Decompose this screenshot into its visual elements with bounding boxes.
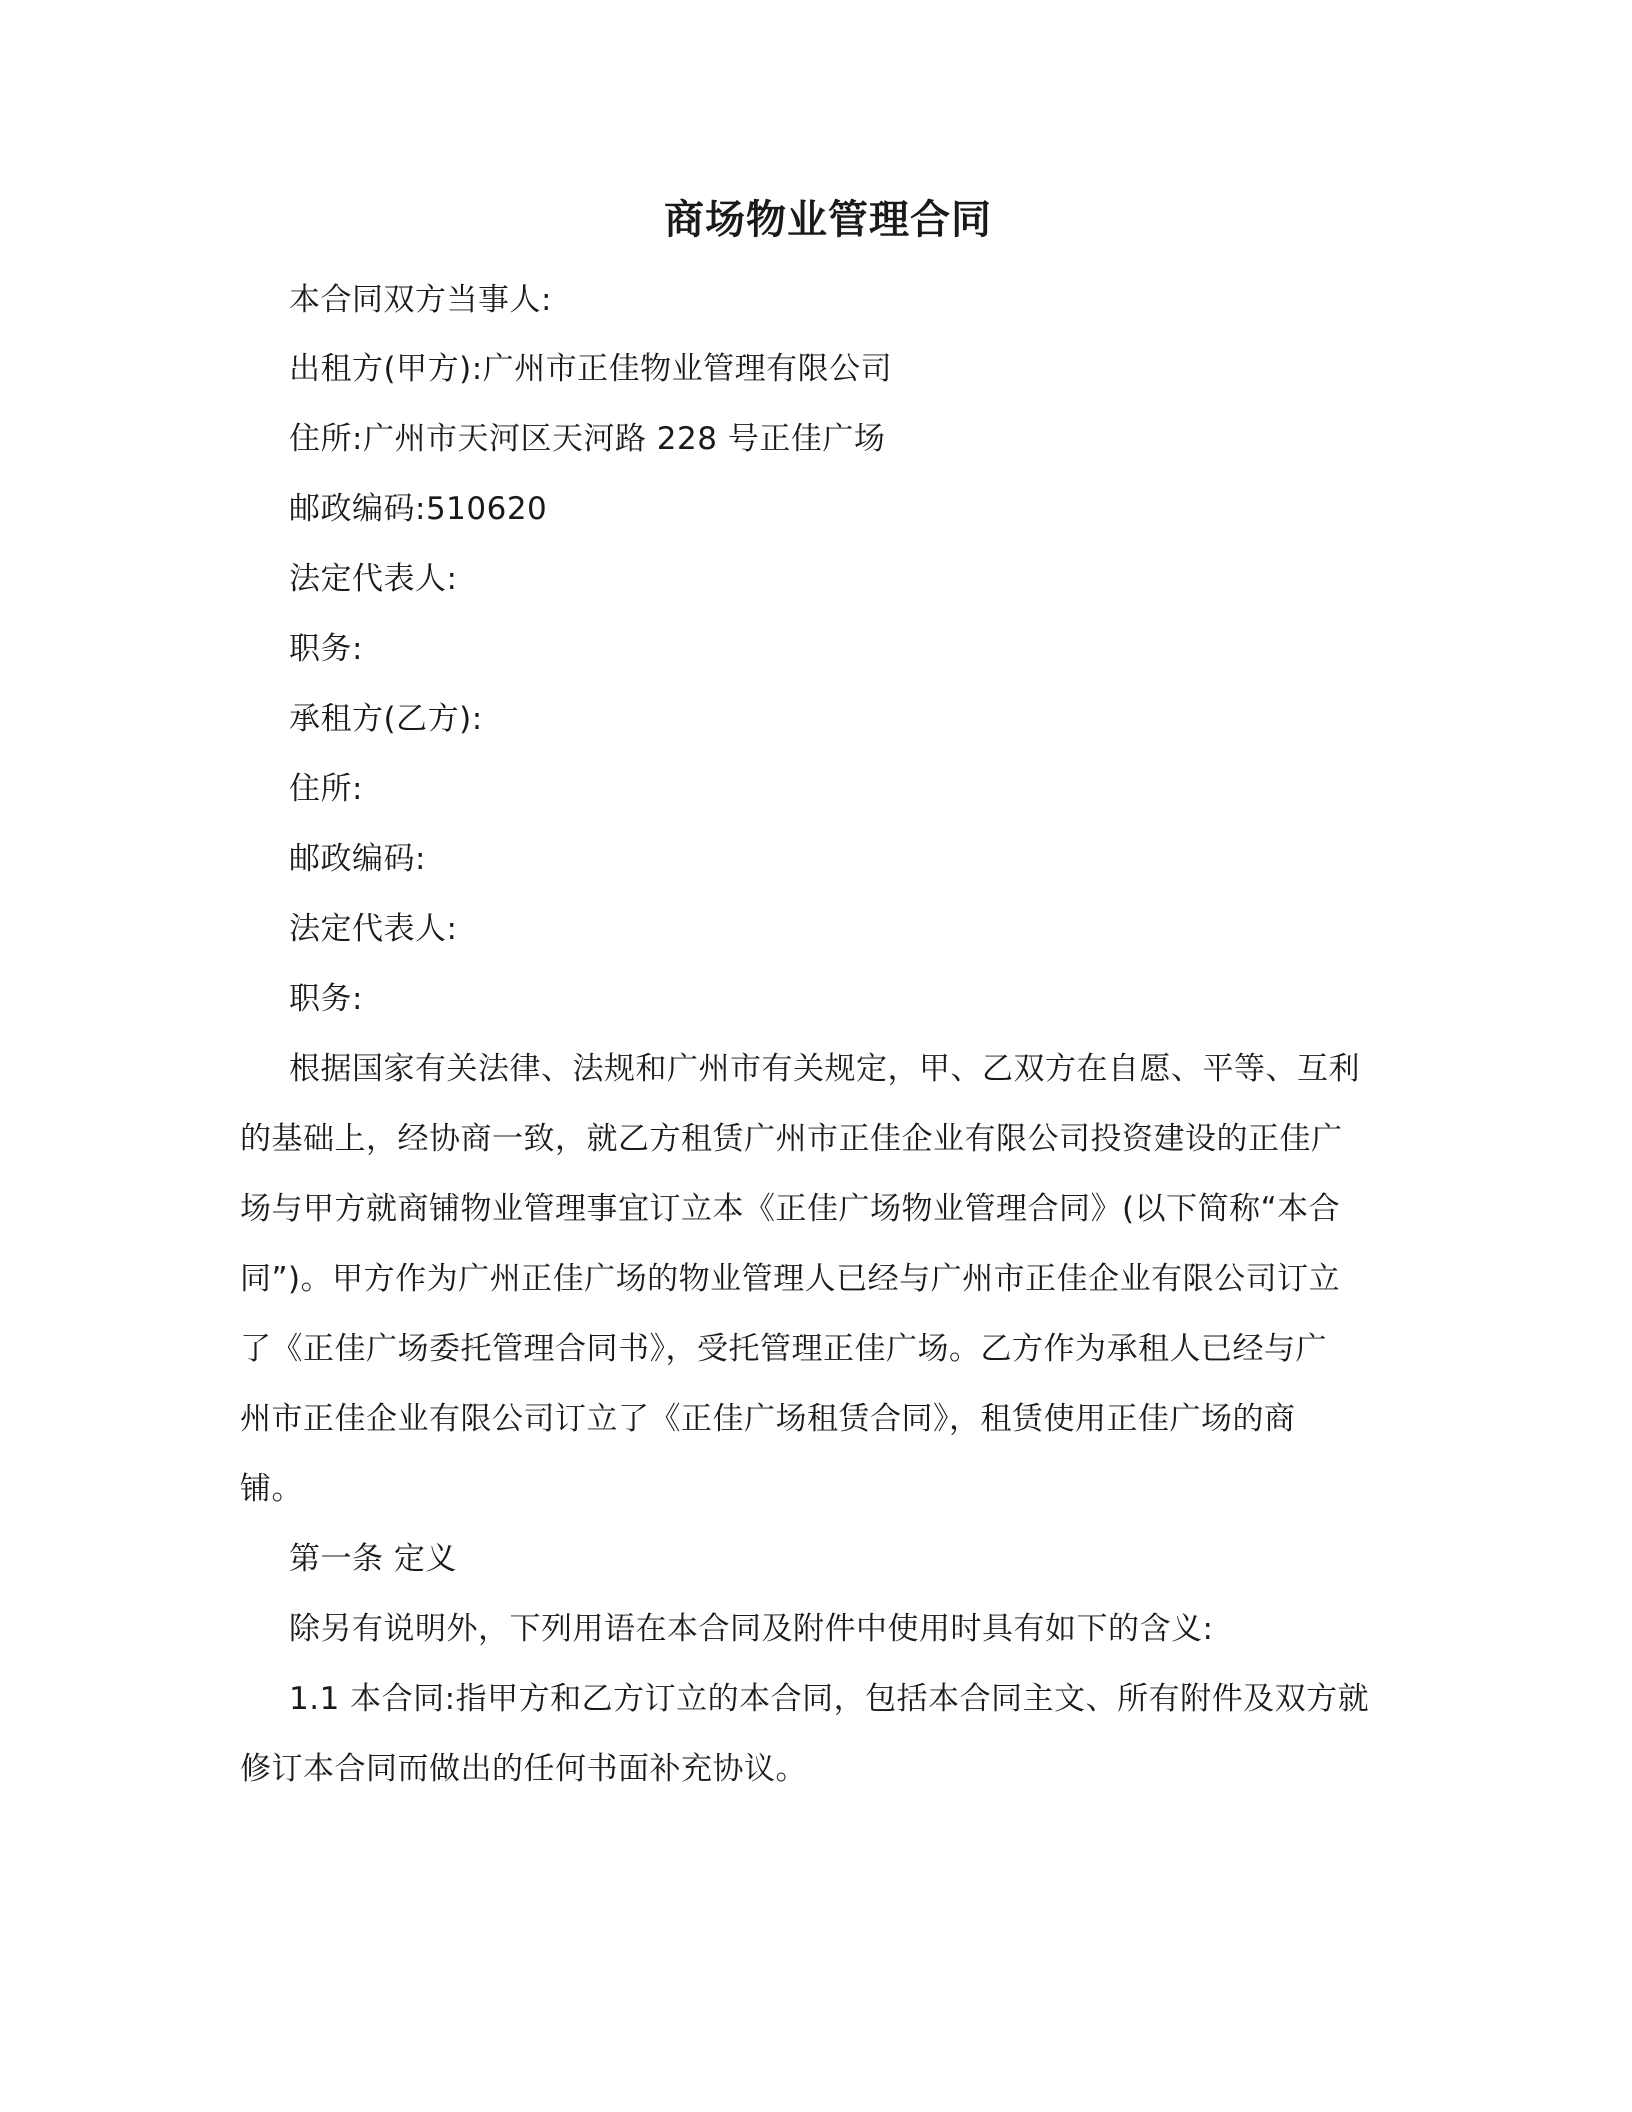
preamble-line: 同”)。甲方作为广州正佳广场的物业管理人已经与广州市正佳企业有限公司订立	[240, 1261, 1341, 1297]
document-title: 商场物业管理合同	[664, 197, 992, 243]
clause-1-1-line: 修订本合同而做出的任何书面补充协议。	[240, 1751, 807, 1787]
lessor-title: 职务:	[289, 631, 363, 667]
lessee-address: 住所:	[289, 771, 363, 807]
preamble-line: 了《正佳广场委托管理合同书》，受托管理正佳广场。乙方作为承租人已经与广	[240, 1331, 1327, 1367]
lessee-postcode: 邮政编码:	[289, 841, 426, 877]
lessor-representative: 法定代表人:	[289, 561, 458, 597]
lessee-title: 职务:	[289, 981, 363, 1017]
article-1-heading: 第一条 定义	[289, 1541, 457, 1577]
preamble-line: 场与甲方就商铺物业管理事宜订立本《正佳广场物业管理合同》(以下简称“本合	[240, 1191, 1341, 1227]
preamble-line: 州市正佳企业有限公司订立了《正佳广场租赁合同》，租赁使用正佳广场的商	[240, 1401, 1296, 1437]
preamble-line: 铺。	[240, 1471, 303, 1507]
lessee-line: 承租方(乙方):	[289, 701, 483, 737]
clause-1-1-line: 1.1 本合同:指甲方和乙方订立的本合同，包括本合同主文、所有附件及双方就	[289, 1681, 1370, 1717]
lessee-representative: 法定代表人:	[289, 911, 458, 947]
article-1-intro: 除另有说明外，下列用语在本合同及附件中使用时具有如下的含义:	[289, 1611, 1214, 1647]
parties-intro: 本合同双方当事人:	[289, 282, 552, 318]
lessor-postcode: 邮政编码:510620	[289, 491, 548, 527]
preamble-line: 的基础上，经协商一致，就乙方租赁广州市正佳企业有限公司投资建设的正佳广	[240, 1121, 1343, 1157]
lessor-line: 出租方(甲方):广州市正佳物业管理有限公司	[289, 351, 893, 387]
preamble-line: 根据国家有关法律、法规和广州市有关规定，甲、乙双方在自愿、平等、互利	[289, 1051, 1360, 1087]
lessor-address: 住所:广州市天河区天河路 228 号正佳广场	[289, 421, 886, 457]
